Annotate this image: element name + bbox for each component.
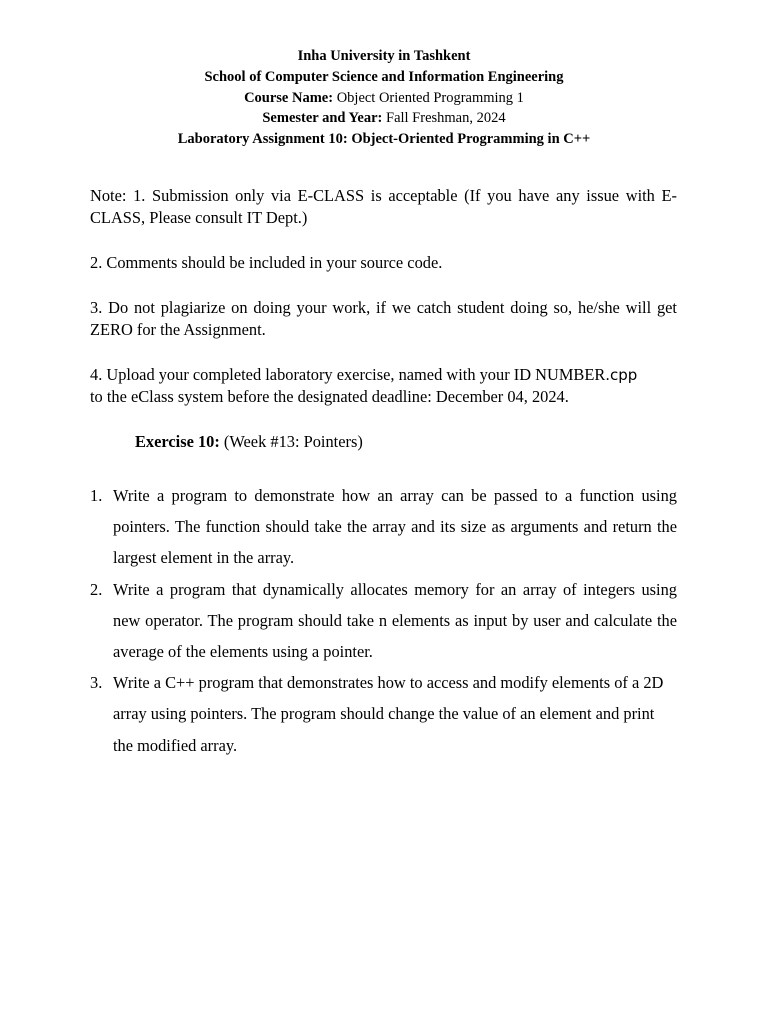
school-name: School of Computer Science and Information Engineering [204, 68, 564, 85]
task-item-2: 2. Write a program that dynamically allocates memory for an array of integers using new operator. The program should take n elements as input by user and calculate the average of the elements using a pointer. [90, 579, 677, 662]
exercise-heading: Exercise 10: (Week #13: Pointers) [135, 432, 363, 451]
task-list [90, 480, 677, 761]
notes-section [90, 185, 677, 431]
semester-year: Semester and Year: Fall Freshman, 2024 [262, 110, 506, 127]
university-name: Inha University in Tashkent [297, 48, 471, 64]
note-1: Note: 1. Submission only via E-CLASS is acceptable (If you have any issue with E-CLASS, Please consult IT Dept.) [90, 186, 677, 227]
note-2: 2. Comments should be included in your source code. [90, 253, 443, 272]
file-extension: .cpp [605, 366, 638, 384]
task-item-1: 1. Write a program to demonstrate how an array can be passed to a function using pointers. The function should take the array and its size as arguments and return the largest element in the array. [90, 486, 677, 568]
note-4: 4. Upload your completed laboratory exercise, named with your ID NUMBER.cpp to the eClass system before the designated deadline: December 04, 2024. [90, 365, 638, 406]
course-name: Course Name: Object Oriented Programming 1 [244, 89, 524, 106]
task-item-3: 3. Write a C++ program that demonstrates how to access and modify elements of a 2D array using pointers. The program should change the value of an element and print the modified array. [90, 673, 664, 755]
document-header [0, 46, 768, 150]
note-3: 3. Do not plagiarize on doing your work, if we catch student doing so, he/she will get ZERO for the Assignment. [90, 298, 677, 339]
lab-title: Laboratory Assignment 10: Object-Oriented Programming in C++ [177, 131, 591, 148]
